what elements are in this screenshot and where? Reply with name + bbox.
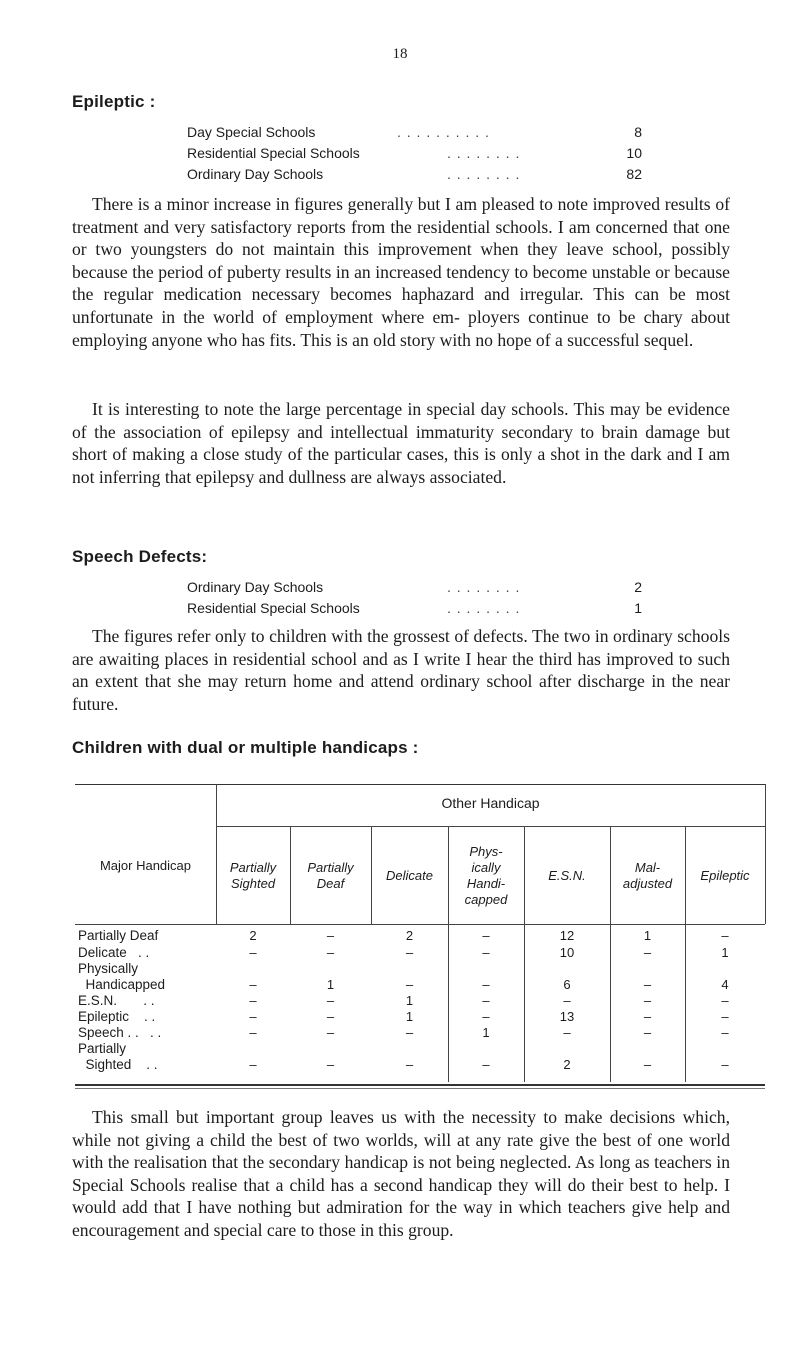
list-item	[187, 577, 642, 598]
page-number: 18	[392, 46, 408, 62]
row-label: Partially Deaf	[78, 928, 159, 943]
list-item-value: 8	[634, 124, 642, 140]
table-cell: –	[249, 945, 257, 960]
table-cell: –	[482, 977, 490, 992]
list-item-label: Day Special Schools	[187, 124, 316, 140]
column-header-line: capped	[464, 892, 508, 907]
table-cell: –	[721, 1057, 729, 1072]
paragraph-text: It is interesting to note the large percentage in special day schools. This may be evidence of the association of epilepsy and intellectual immaturity secondary to brain damage but short of making a close study of the particular cases, this is only a shot in the dark and I am not inferring that epilepsy and dullness are always associated.	[72, 399, 730, 487]
column-header	[216, 860, 290, 892]
paragraph-text: The figures refer only to children with the grossest of defects. The two in ordinary schools are awaiting places in residential school and as I write I hear the third has improved to such an extent that she may return home and attend ordinary school after discharge in the near future.	[72, 626, 730, 714]
table-cell: –	[643, 945, 652, 960]
list-item-label: Residential Special Schools	[187, 600, 360, 616]
epileptic-list	[187, 122, 642, 185]
table-cell: 2	[405, 928, 414, 943]
table-subheader-rule	[216, 826, 765, 827]
column-header-line: Partially	[307, 860, 354, 875]
table-cell: –	[249, 993, 257, 1008]
column-header	[685, 868, 765, 884]
column-header	[524, 868, 610, 884]
table-cell: 12	[559, 928, 575, 943]
table-cell: –	[563, 993, 571, 1008]
other-handicap-header: Other Handicap	[441, 795, 540, 811]
column-header-line: Epileptic	[700, 868, 750, 883]
table-cell: 1	[482, 1025, 490, 1040]
leader-dots: . . . . . . . .	[447, 145, 521, 161]
column-header-line: Handi-	[466, 876, 506, 891]
table-cell: –	[721, 928, 729, 943]
table-cell: –	[405, 1057, 414, 1072]
table-cell: –	[643, 993, 652, 1008]
table-cell: –	[326, 993, 335, 1008]
table-cell: 2	[249, 928, 257, 943]
row-label: Physically	[78, 961, 139, 976]
table-cell: 4	[721, 977, 729, 992]
table-cell: –	[482, 945, 490, 960]
table-cell: –	[643, 1025, 652, 1040]
table-divider	[765, 784, 766, 924]
table-cell: 1	[643, 928, 652, 943]
epileptic-paragraph-1	[72, 193, 730, 351]
major-handicap-header	[75, 858, 216, 874]
column-header-line: Partially	[229, 860, 277, 875]
table-cell: –	[482, 1057, 490, 1072]
table-cell: –	[721, 993, 729, 1008]
list-item-value: 1	[634, 600, 642, 616]
speech-list	[187, 577, 642, 619]
table-cell: –	[721, 1009, 729, 1024]
column-header-line: Sighted	[230, 876, 276, 891]
table-cell: –	[563, 1025, 571, 1040]
list-item-value: 82	[626, 166, 642, 182]
list-item-label: Residential Special Schools	[187, 145, 360, 161]
table-cell: 10	[559, 945, 575, 960]
column-header-line: Deaf	[316, 876, 345, 891]
leader-dots: . . . . . . . .	[447, 579, 521, 595]
multiple-paragraph	[72, 1106, 730, 1242]
table-cell: –	[249, 977, 257, 992]
row-label: Delicate . .	[78, 945, 150, 960]
column-header-line: Delicate	[386, 868, 433, 883]
list-item	[187, 598, 642, 619]
column-header-line: E.S.N.	[548, 868, 586, 883]
table-cell: 1	[721, 945, 729, 960]
column-header	[610, 860, 685, 892]
column-header	[290, 860, 371, 892]
column-header-line: adjusted	[622, 876, 673, 891]
table-cell: –	[405, 945, 414, 960]
epileptic-paragraph-2	[72, 398, 730, 488]
table-cell: –	[326, 1057, 335, 1072]
list-item-label: Ordinary Day Schools	[187, 166, 324, 182]
table-header-rule	[75, 924, 765, 925]
table-cell: –	[405, 977, 414, 992]
column-header	[371, 868, 448, 884]
list-item	[187, 143, 642, 164]
paragraph-text: There is a minor increase in figures generally but I am pleased to note improved results of treatment and very satisfactory reports from the residential schools. I am concerned that one or two youngsters do not maintain this improvement when they leave school, possibly because the period of puberty results in an increased tendency to become unstable or because the regular medication necessary becomes haphazard and irregular. This can be most unfortunate in the world of employment where em- ployers continue to be chary about employing anyone who has fits. This is an old story with no hope of a successful sequel.	[72, 194, 730, 350]
epileptic-heading: Epileptic :	[72, 92, 156, 111]
column-header-line: Phys-	[469, 844, 503, 859]
table-cell: 1	[326, 977, 335, 992]
leader-dots: . . . . . . . . . .	[397, 124, 490, 140]
table-cell: –	[482, 928, 490, 943]
table-cell: –	[326, 928, 335, 943]
table-bottom-rule	[75, 1088, 765, 1089]
table-cell: –	[643, 977, 652, 992]
row-label: Handicapped	[78, 977, 166, 992]
table-cell: 1	[405, 993, 414, 1008]
table-cell: 1	[405, 1009, 414, 1024]
table-cell: –	[721, 1025, 729, 1040]
table-cell: –	[249, 1057, 257, 1072]
paragraph-text: This small but important group leaves us with the necessity to make decisions which, while not giving a child the best of two worlds, will at any rate give the best of one world with the realisation that the secondary handicap is not being neglected. As long as teachers in Special Schools realise that a child has a second handicap they will do their best to help. I would add that I have nothing but admiration for the way in which teachers give help and encouragement and special care to those in this group.	[72, 1107, 730, 1240]
list-item-value: 10	[626, 145, 642, 161]
row-label: Epileptic . .	[78, 1009, 156, 1024]
table-cell: –	[643, 1009, 652, 1024]
row-label: Partially	[78, 1041, 127, 1056]
table-cell: –	[326, 1025, 335, 1040]
list-item	[187, 122, 642, 143]
list-item-value: 2	[634, 579, 642, 595]
speech-paragraph	[72, 625, 730, 715]
column-header-line: ically	[471, 860, 501, 875]
table-cell: –	[326, 1009, 335, 1024]
leader-dots: . . . . . . . .	[447, 600, 521, 616]
column-header	[448, 844, 524, 908]
table-cell: –	[326, 945, 335, 960]
row-label: Speech . . . .	[78, 1025, 162, 1040]
table-cell: –	[643, 1057, 652, 1072]
table-cell: –	[405, 1025, 414, 1040]
table-cell: –	[482, 1009, 490, 1024]
table-cell: 13	[559, 1009, 575, 1024]
multiple-heading: Children with dual or multiple handicaps :	[72, 738, 419, 757]
table-cell: –	[482, 993, 490, 1008]
column-header-line: Mal-	[634, 860, 661, 875]
row-label: Sighted . .	[78, 1057, 158, 1072]
header-text: Major Handicap	[99, 858, 192, 873]
table-top-rule	[75, 784, 765, 785]
list-item	[187, 164, 642, 185]
table-cell: –	[249, 1025, 257, 1040]
list-item-label: Ordinary Day Schools	[187, 579, 324, 595]
speech-heading: Speech Defects:	[72, 547, 208, 566]
table-bottom-rule	[75, 1084, 765, 1086]
leader-dots: . . . . . . . .	[447, 166, 521, 182]
row-label: E.S.N. . .	[78, 993, 155, 1008]
table-cell: 2	[563, 1057, 571, 1072]
table-cell: 6	[563, 977, 571, 992]
table-cell: –	[249, 1009, 257, 1024]
